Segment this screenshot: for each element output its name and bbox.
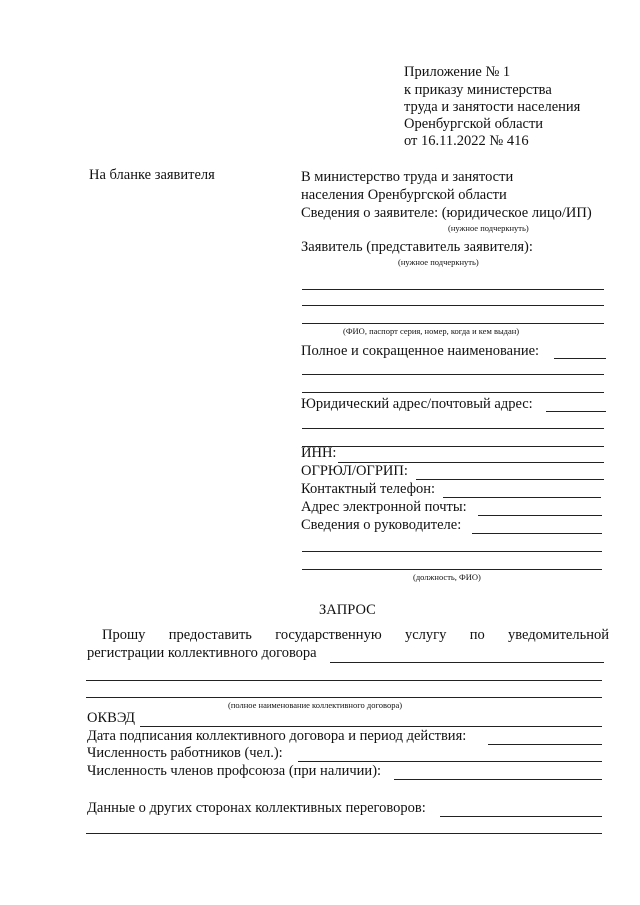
address-field-inline[interactable] xyxy=(546,411,606,412)
appendix-line-3: труда и занятости населения xyxy=(404,99,581,115)
other-parties-label: Данные о других сторонах коллективных переговоров: xyxy=(87,800,426,816)
applicant-hint: (нужное подчеркнуть) xyxy=(398,257,479,267)
addressee-line-2: населения Оренбургской области xyxy=(301,187,507,203)
other-parties-field-line[interactable] xyxy=(86,833,602,834)
employees-label: Численность работников (чел.): xyxy=(87,745,283,761)
date-period-label: Дата подписания коллективного договора и период действия: xyxy=(87,728,467,744)
name-field-line-1[interactable] xyxy=(302,374,604,375)
agreement-field-inline[interactable] xyxy=(330,662,604,663)
request-word-2: предоставить xyxy=(168,627,252,643)
ogrn-label: ОГРЮЛ/ОГРИП: xyxy=(301,463,408,479)
head-field-inline[interactable] xyxy=(472,533,602,534)
phone-label: Контактный телефон: xyxy=(301,481,436,497)
name-label: Полное и сокращенное наименование: xyxy=(301,343,540,359)
employees-field[interactable] xyxy=(298,761,602,762)
appendix-line-1: Приложение № 1 xyxy=(404,64,511,80)
agreement-field-line-2[interactable] xyxy=(86,697,602,698)
agreement-field-line-1[interactable] xyxy=(86,680,602,681)
head-caption: (должность, ФИО) xyxy=(413,572,481,582)
appendix-line-2: к приказу министерства xyxy=(404,82,552,98)
request-title: ЗАПРОС xyxy=(319,602,376,618)
head-field-line-2[interactable] xyxy=(302,569,602,570)
email-field[interactable] xyxy=(478,515,602,516)
applicant-info-label: Сведения о заявителе: (юридическое лицо/ИП) xyxy=(301,205,592,221)
addressee-line-1: В министерство труда и занятости xyxy=(301,169,514,185)
request-line-1 xyxy=(87,627,609,644)
applicant-caption: (ФИО, паспорт серия, номер, когда и кем выдан) xyxy=(343,326,520,336)
head-field-line-1[interactable] xyxy=(302,551,602,552)
request-word-4: услугу xyxy=(404,627,447,643)
applicant-line-1[interactable] xyxy=(302,289,604,290)
address-field-line-2[interactable] xyxy=(302,446,604,447)
union-label: Численность членов профсоюза (при наличии): xyxy=(87,763,382,779)
union-field[interactable] xyxy=(394,779,602,780)
ogrn-field[interactable] xyxy=(416,479,604,480)
letterhead-note: На бланке заявителя xyxy=(89,167,215,183)
applicant-info-hint: (нужное подчеркнуть) xyxy=(448,223,529,233)
request-word-1: Прошу xyxy=(102,627,146,643)
head-label: Сведения о руководителе: xyxy=(301,517,462,533)
agreement-caption: (полное наименование коллективного договора) xyxy=(228,700,403,710)
address-field-line-1[interactable] xyxy=(302,428,604,429)
applicant-line-2[interactable] xyxy=(302,305,604,306)
applicant-label: Заявитель (представитель заявителя): xyxy=(301,239,533,255)
request-word-3: государственную xyxy=(275,627,382,643)
email-label: Адрес электронной почты: xyxy=(301,499,467,515)
name-field-line-2[interactable] xyxy=(302,392,604,393)
date-period-field[interactable] xyxy=(488,744,602,745)
name-field-inline[interactable] xyxy=(554,358,606,359)
okved-label: ОКВЭД xyxy=(87,710,136,726)
address-label: Юридический адрес/почтовый адрес: xyxy=(301,396,533,412)
applicant-line-3[interactable] xyxy=(302,323,604,324)
request-line-2: регистрации коллективного договора xyxy=(87,645,317,661)
phone-field[interactable] xyxy=(443,497,601,498)
inn-label: ИНН: xyxy=(301,445,337,461)
request-word-6: уведомительной xyxy=(508,627,609,643)
request-word-5: по xyxy=(469,627,485,643)
appendix-line-4: Оренбургской области xyxy=(404,116,544,132)
appendix-line-5: от 16.11.2022 № 416 xyxy=(404,133,529,149)
okved-field[interactable] xyxy=(140,726,602,727)
other-parties-field-inline[interactable] xyxy=(440,816,602,817)
